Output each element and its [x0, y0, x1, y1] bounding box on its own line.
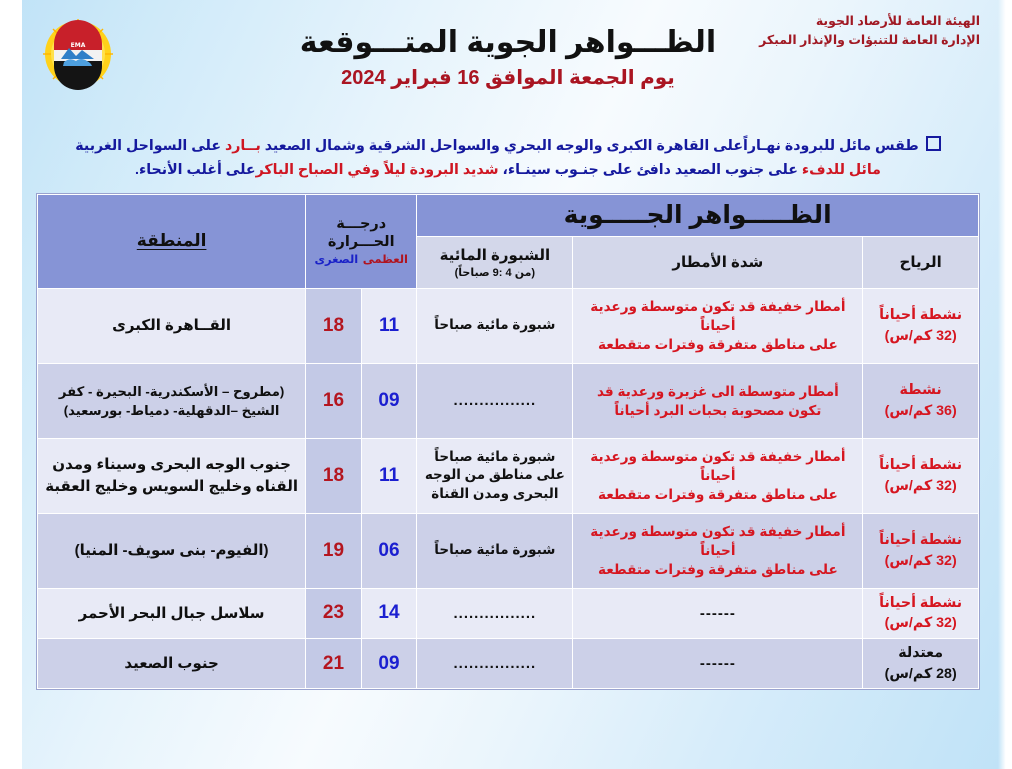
svg-text:EMA: EMA: [70, 42, 86, 49]
header-mist-label: الشبورة المائية: [439, 246, 551, 264]
summary-2c: شديد البرودة ليلاً وفي الصباح الباكر: [255, 162, 499, 179]
cell-region: (مطروح – الأسكندرية- البحيرة - كفر الشيخ –الدقهلية- دمياط- بورسعيد): [38, 363, 306, 438]
cell-temp-min: 14: [361, 588, 417, 638]
forecast-table: [37, 194, 979, 689]
summary-2a: مائل للدفء: [797, 162, 881, 179]
cell-temp-max: 21: [306, 639, 362, 689]
cell-temp-max: 16: [306, 363, 362, 438]
cell-temp-max: 19: [306, 513, 362, 588]
cell-wind: نشطة أحياناً (32 كم/س): [863, 513, 979, 588]
cell-region: سلاسل جبال البحر الأحمر: [38, 588, 306, 638]
summary-1c: على السواحل الغربية: [75, 138, 225, 154]
table-row: [38, 513, 979, 588]
table-row: [38, 639, 979, 689]
cell-rain: أمطار متوسطة الى غزيرة ورعدية قد تكون مصحوبة بحبات البرد أحياناً: [573, 363, 863, 438]
summary-line-1: [34, 134, 982, 158]
header-wind: الرياح: [863, 236, 979, 288]
agency-line-2: الإدارة العامة للتنبؤات والإنذار المبكر: [759, 33, 980, 48]
table-row: [38, 438, 979, 513]
header-temperature: [306, 194, 417, 288]
cell-rain: ------: [573, 639, 863, 689]
cell-temp-max: 18: [306, 438, 362, 513]
cell-rain: أمطار خفيفة قد تكون متوسطة ورعدية أحياناً على مناطق متفرقة وفترات متقطعة: [573, 438, 863, 513]
header-phenomena: الظـــــواهر الجـــــوية: [417, 194, 979, 236]
table-row: [38, 588, 979, 638]
cell-region: القــاهرة الكبرى: [38, 288, 306, 363]
cell-wind: نشطة أحياناً (32 كم/س): [863, 288, 979, 363]
header-mist: [417, 236, 573, 288]
forecast-table-container: [36, 193, 980, 690]
cell-mist: شبورة مائية صباحاً على مناطق من الوجه البحرى ومدن القناة: [417, 438, 573, 513]
bullet-square-icon: [926, 136, 941, 151]
table-row: [38, 288, 979, 363]
summary-2d: على أغلب الأنحاء.: [135, 162, 256, 179]
cell-temp-min: 11: [361, 288, 417, 363]
summary-2b: على جنوب الصعيد دافئ على جنـوب سينـاء،: [498, 162, 798, 179]
cell-temp-max: 18: [306, 288, 362, 363]
cell-temp-min: 06: [361, 513, 417, 588]
header-region: المنطقة: [38, 194, 306, 288]
cell-wind: نشطة أحياناً (32 كم/س): [863, 438, 979, 513]
cell-region: جنوب الوجه البحرى وسيناء ومدن القناه وخليج السويس وخليج العقبة: [38, 438, 306, 513]
cell-wind: معتدلة (28 كم/س): [863, 639, 979, 689]
page-title: الظـــواهر الجوية المتـــوقعة: [299, 26, 717, 59]
cell-mist: شبورة مائية صباحاً: [417, 513, 573, 588]
header-temperature-label: درجـــة الحـــرارة: [327, 216, 395, 251]
cell-mist: شبورة مائية صباحاً: [417, 288, 573, 363]
forecast-summary: [34, 134, 982, 183]
cell-mist: ................: [417, 363, 573, 438]
cell-mist: ................: [417, 588, 573, 638]
forecast-table-body: [38, 288, 979, 688]
forecast-date: يوم الجمعة الموافق 16 فبراير 2024: [341, 67, 675, 89]
cell-temp-max: 23: [306, 588, 362, 638]
header-temp-max: العظمى: [362, 254, 409, 267]
cell-temp-min: 11: [361, 438, 417, 513]
cell-wind: نشطة (36 كم/س): [863, 363, 979, 438]
summary-1b: بــارد: [224, 138, 261, 154]
summary-1a: طقس مائل للبرودة نهـاراًعلى القاهرة الكبرى والوجه البحري والسواحل الشرقية وشمال الصعيد: [260, 138, 919, 154]
header-temp-min: الصغرى: [314, 254, 359, 267]
header-rain: شدة الأمطار: [573, 236, 863, 288]
page-header: [30, 0, 986, 128]
cell-region: جنوب الصعيد: [38, 639, 306, 689]
cell-wind: نشطة أحياناً (32 كم/س): [863, 588, 979, 638]
summary-line-2: [34, 158, 982, 182]
table-header-row-1: [38, 194, 979, 236]
agency-line-1: الهيئة العامة للأرصاد الجوية: [815, 14, 980, 28]
cell-mist: ................: [417, 639, 573, 689]
title-block: [30, 26, 986, 89]
header-mist-time: (من 4 :9 صباحاً): [454, 266, 536, 279]
cell-rain: أمطار خفيفة قد تكون متوسطة ورعدية أحياناً على مناطق متفرقة وفترات متقطعة: [573, 513, 863, 588]
table-row: [38, 363, 979, 438]
cell-rain: أمطار خفيفة قد تكون متوسطة ورعدية أحياناً على مناطق متفرقة وفترات متقطعة: [573, 288, 863, 363]
cell-rain: ------: [573, 588, 863, 638]
cell-temp-min: 09: [361, 363, 417, 438]
cell-region: (الفيوم- بنى سويف- المنيا): [38, 513, 306, 588]
cell-temp-min: 09: [361, 639, 417, 689]
